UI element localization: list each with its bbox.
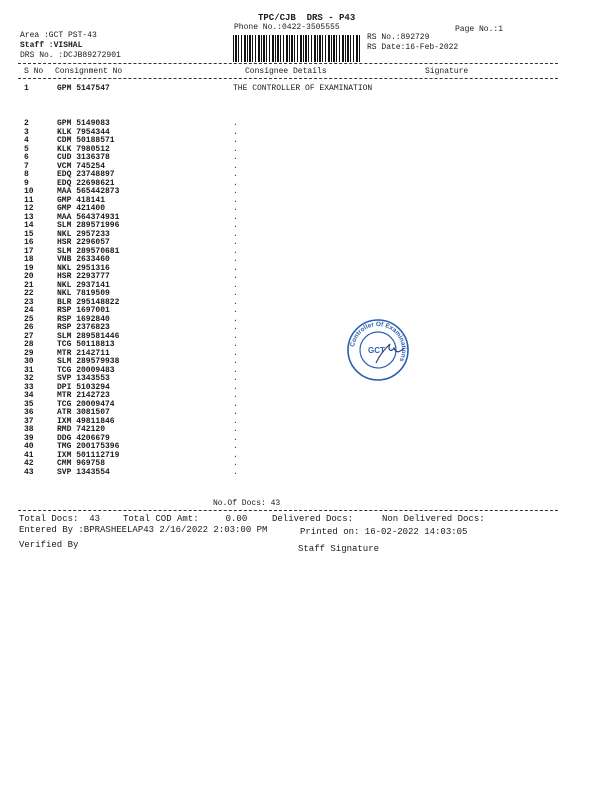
consignee-placeholder-dot: . — [233, 221, 238, 230]
consignee-placeholder-dot: . — [233, 280, 238, 290]
header-divider-bottom — [18, 78, 558, 79]
row-sno: 18 — [24, 255, 34, 264]
rs-date: RS Date:16-Feb-2022 — [367, 43, 459, 52]
row-sno: 23 — [24, 297, 34, 307]
controller-seal-stamp — [346, 318, 410, 382]
footer-divider — [18, 510, 558, 511]
col-consignee: Consignee Details — [245, 67, 327, 76]
consignee-placeholder-dot: . — [233, 161, 238, 171]
consignee-placeholder-dot: . — [233, 450, 238, 460]
consignee-placeholder-dot: . — [233, 272, 238, 281]
row-consignment: EDQ 23748897 — [57, 170, 115, 179]
svg-text:Controller Of Examinations: Controller Of Examinations — [349, 320, 408, 363]
row-consignment: DPI 5103294 — [57, 382, 110, 392]
consignee-placeholder-dot: . — [233, 229, 238, 239]
consignee-placeholder-dot: . — [233, 170, 238, 179]
consignee-placeholder-dot: . — [233, 348, 238, 358]
page-number: Page No.:1 — [455, 25, 504, 34]
row-consignment: TCG 20009474 — [57, 399, 115, 409]
consignee-placeholder-dot: . — [233, 119, 238, 128]
row-consignment: GPM 5147547 — [57, 84, 110, 93]
table-row — [0, 84, 600, 94]
row-consignment: BLR 295148822 — [57, 297, 120, 307]
row-consignment: IXM 501112719 — [57, 450, 120, 460]
consignee-placeholder-dot: . — [233, 382, 238, 392]
row-sno: 30 — [24, 357, 34, 366]
row-consignment: MAA 565442873 — [57, 187, 120, 196]
row-consignment: RSP 1692840 — [57, 314, 110, 324]
row-sno: 17 — [24, 246, 34, 256]
drs-number: DRS No. :DCJB89272901 — [20, 51, 121, 60]
row-sno: 25 — [24, 314, 34, 324]
consignee-placeholder-dot: . — [233, 425, 238, 434]
total-cod-amount: Total COD Amt: 0.00 — [123, 514, 248, 524]
row-consignment: VNB 2633460 — [57, 255, 110, 264]
row-consignment: IXM 49811846 — [57, 416, 115, 426]
consignee-placeholder-dot: . — [233, 357, 238, 366]
row-consignment: CUD 3136378 — [57, 153, 110, 162]
row-consignment: CDM 50188571 — [57, 136, 115, 145]
row-sno: 34 — [24, 391, 34, 400]
consignee-placeholder-dot: . — [233, 238, 238, 247]
consignee-placeholder-dot: . — [233, 416, 238, 426]
consignee-placeholder-dot: . — [233, 442, 238, 451]
staff-label: Staff :VISHAL — [20, 41, 83, 50]
row-consignment: SVP 1343553 — [57, 374, 110, 383]
row-sno: 31 — [24, 365, 34, 375]
row-sno: 2 — [24, 119, 29, 128]
row-consignment: MAA 564374931 — [57, 212, 120, 222]
row-sno: 36 — [24, 408, 34, 417]
row-sno: 8 — [24, 170, 29, 179]
rs-number: RS No.:892729 — [367, 33, 430, 42]
consignee-placeholder-dot: . — [233, 314, 238, 324]
row-sno: 40 — [24, 442, 34, 451]
row-consignment: TMG 200175396 — [57, 442, 120, 451]
row-consignment: SVP 1343554 — [57, 467, 110, 477]
row-sno: 7 — [24, 161, 29, 171]
row-consignee: THE CONTROLLER OF EXAMINATION — [233, 84, 373, 93]
row-sno: 19 — [24, 263, 34, 273]
row-consignment: KLK 7954344 — [57, 127, 110, 137]
area-label: Area :GCT PST-43 — [20, 31, 97, 40]
row-sno: 35 — [24, 399, 34, 409]
row-sno: 41 — [24, 450, 34, 460]
row-consignment: RSP 1697001 — [57, 306, 110, 315]
consignee-placeholder-dot: . — [233, 323, 238, 332]
row-sno: 28 — [24, 340, 34, 349]
row-consignment: GMP 418141 — [57, 195, 106, 205]
row-sno: 27 — [24, 331, 34, 341]
consignee-placeholder-dot: . — [233, 246, 238, 256]
row-sno: 15 — [24, 229, 34, 239]
barcode-image — [233, 35, 360, 62]
consignee-placeholder-dot: . — [233, 195, 238, 205]
report-title: TPC/CJB DRS - P43 — [258, 13, 356, 23]
row-sno: 20 — [24, 272, 34, 281]
verified-by-label: Verified By — [19, 540, 79, 550]
svg-text:GCT: GCT — [368, 346, 385, 355]
printed-on: Printed on: 16-02-2022 14:03:05 — [300, 527, 468, 537]
row-sno: 13 — [24, 212, 34, 222]
row-sno: 39 — [24, 433, 34, 443]
col-consignment: Consignment No — [55, 67, 123, 76]
row-sno: 38 — [24, 425, 34, 434]
row-consignment: NKL 2951316 — [57, 263, 110, 273]
row-sno: 32 — [24, 374, 34, 383]
row-consignment: GPM 5149083 — [57, 119, 110, 128]
row-consignment: SLM 289570681 — [57, 246, 120, 256]
row-sno: 33 — [24, 382, 34, 392]
row-consignment: ATR 3081507 — [57, 408, 110, 417]
row-consignment: SLM 289579938 — [57, 357, 120, 366]
row-sno: 10 — [24, 187, 34, 196]
header-divider-top — [18, 63, 558, 64]
staff-signature-label: Staff Signature — [298, 544, 380, 554]
row-sno: 14 — [24, 221, 34, 230]
row-consignment: SLM 289571996 — [57, 221, 120, 230]
total-docs: Total Docs: 43 — [19, 514, 101, 524]
row-sno: 9 — [24, 178, 29, 188]
row-consignment: DDG 4206679 — [57, 433, 110, 443]
row-sno: 4 — [24, 136, 29, 145]
row-consignment: GMP 421400 — [57, 204, 106, 213]
row-consignment: NKL 7819509 — [57, 289, 110, 298]
row-sno: 3 — [24, 127, 29, 137]
row-sno: 37 — [24, 416, 34, 426]
row-consignment: HSR 2296057 — [57, 238, 110, 247]
row-sno: 12 — [24, 204, 34, 213]
consignee-placeholder-dot: . — [233, 204, 238, 213]
consignee-placeholder-dot: . — [233, 433, 238, 443]
row-consignment: SLM 289581446 — [57, 331, 120, 341]
row-consignment: KLK 7980512 — [57, 144, 110, 154]
consignee-placeholder-dot: . — [233, 144, 238, 154]
delivered-docs: Delivered Docs: — [272, 514, 354, 524]
consignee-placeholder-dot: . — [233, 212, 238, 222]
row-consignment: NKL 2937141 — [57, 280, 110, 290]
row-sno: 11 — [24, 195, 34, 205]
row-consignment: RMD 742120 — [57, 425, 106, 434]
row-sno: 24 — [24, 306, 34, 315]
row-consignment: VCM 745254 — [57, 161, 106, 171]
consignee-placeholder-dot: . — [233, 178, 238, 188]
consignee-placeholder-dot: . — [233, 331, 238, 341]
row-sno: 5 — [24, 144, 29, 154]
consignee-placeholder-dot: . — [233, 263, 238, 273]
row-sno: 42 — [24, 459, 34, 468]
row-consignment: TCG 20009483 — [57, 365, 115, 375]
row-sno: 6 — [24, 153, 29, 162]
consignee-placeholder-dot: . — [233, 187, 238, 196]
phone-number: Phone No.:0422-3505555 — [234, 23, 340, 32]
col-sno: S No — [24, 67, 44, 76]
consignee-placeholder-dot: . — [233, 306, 238, 315]
row-consignment: RSP 2376823 — [57, 323, 110, 332]
row-sno: 16 — [24, 238, 34, 247]
row-sno: 43 — [24, 467, 34, 477]
consignee-placeholder-dot: . — [233, 459, 238, 468]
row-consignment: EDQ 22698621 — [57, 178, 115, 188]
row-consignment: NKL 2957233 — [57, 229, 110, 239]
col-signature: Signature — [425, 67, 469, 76]
consignee-placeholder-dot: . — [233, 408, 238, 417]
row-consignment: CMM 969758 — [57, 459, 106, 468]
non-delivered-docs: Non Delivered Docs: — [382, 514, 485, 524]
entered-by: Entered By :BPRASHEELAP43 2/16/2022 2:03:00 PM — [19, 525, 268, 535]
consignee-placeholder-dot: . — [233, 340, 238, 349]
row-consignment: MTR 2142711 — [57, 348, 110, 358]
consignee-placeholder-dot: . — [233, 365, 238, 375]
consignee-placeholder-dot: . — [233, 127, 238, 137]
consignee-placeholder-dot: . — [233, 255, 238, 264]
row-sno: 29 — [24, 348, 34, 358]
consignee-placeholder-dot: . — [233, 467, 238, 477]
consignee-placeholder-dot: . — [233, 153, 238, 162]
consignee-placeholder-dot: . — [233, 289, 238, 298]
consignee-placeholder-dot: . — [233, 399, 238, 409]
row-sno: 26 — [24, 323, 34, 332]
no-of-docs: No.Of Docs: 43 — [213, 499, 281, 508]
consignee-placeholder-dot: . — [233, 297, 238, 307]
consignee-placeholder-dot: . — [233, 391, 238, 400]
row-sno: 21 — [24, 280, 34, 290]
row-consignment: MTR 2142723 — [57, 391, 110, 400]
row-sno: 1 — [24, 84, 29, 93]
row-consignment: HSR 2293777 — [57, 272, 110, 281]
row-sno: 22 — [24, 289, 34, 298]
consignee-placeholder-dot: . — [233, 374, 238, 383]
row-consignment: TCG 50118813 — [57, 340, 115, 349]
consignee-placeholder-dot: . — [233, 136, 238, 145]
table-row — [0, 468, 600, 478]
